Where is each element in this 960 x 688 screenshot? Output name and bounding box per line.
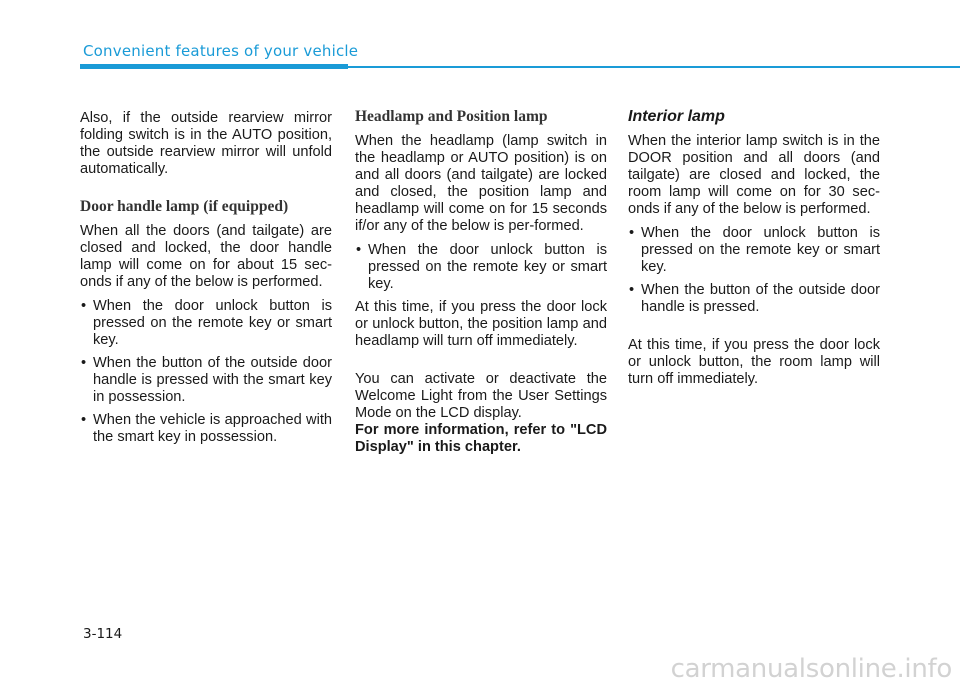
intro-paragraph: Also, if the outside rearview mirror folding switch is in the AUTO position, the outside rearview mirror will unfold automatically. bbox=[80, 110, 332, 177]
section-title-bar bbox=[80, 64, 348, 69]
interior-lamp-list bbox=[628, 225, 880, 316]
headlamp-paragraph-2: At this time, if you press the door lock or unlock button, the position lamp and headlamp will turn off immediately. bbox=[355, 299, 607, 349]
column-right bbox=[628, 110, 880, 395]
more-info-note: For more information, refer to "LCD Display" in this chapter. bbox=[355, 422, 607, 455]
list-item: • When the door unlock button is pressed on the remote key or smart key. bbox=[628, 225, 880, 276]
list-item: • When the door unlock button is pressed on the remote key or smart key. bbox=[355, 242, 607, 293]
welcome-light-paragraph: You can activate or deactivate the Welcome Light from the User Settings Mode on the LCD display. bbox=[355, 371, 607, 421]
headlamp-paragraph: When the headlamp (lamp switch in the headlamp or AUTO position) is on and all doors (and tailgate) are locked and closed, the position lamp and headlamp will come on for 15 seconds if/or any of the below is per-formed. bbox=[355, 133, 607, 234]
list-item: • When the vehicle is approached with the smart key in possession. bbox=[80, 412, 332, 446]
column-left bbox=[80, 110, 332, 452]
page-number: 3-114 bbox=[83, 626, 123, 642]
headlamp-list bbox=[355, 242, 607, 293]
interior-lamp-heading: Interior lamp bbox=[628, 108, 725, 125]
door-handle-lamp-list bbox=[80, 298, 332, 446]
section-title: Convenient features of your vehicle bbox=[83, 42, 359, 60]
site-watermark: carmanualsonline.info bbox=[670, 654, 952, 684]
door-handle-lamp-paragraph: When all the doors (and tailgate) are closed and locked, the door handle lamp will come on for about 15 sec-onds if any of the below is performed. bbox=[80, 223, 332, 290]
list-item: • When the button of the outside door handle is pressed. bbox=[628, 282, 880, 316]
list-item: • When the button of the outside door handle is pressed with the smart key in possession. bbox=[80, 355, 332, 406]
door-handle-lamp-heading: Door handle lamp (if equipped) bbox=[80, 198, 289, 215]
headlamp-heading: Headlamp and Position lamp bbox=[355, 108, 548, 125]
list-item: • When the door unlock button is pressed on the remote key or smart key. bbox=[80, 298, 332, 349]
column-middle bbox=[355, 110, 607, 463]
section-divider-line bbox=[348, 66, 960, 68]
interior-lamp-paragraph-2: At this time, if you press the door lock or unlock button, the room lamp will turn off immediately. bbox=[628, 337, 880, 387]
interior-lamp-paragraph: When the interior lamp switch is in the DOOR position and all doors (and tailgate) are closed and locked, the room lamp will come on for 30 sec-onds if any of the below is performed. bbox=[628, 133, 880, 217]
